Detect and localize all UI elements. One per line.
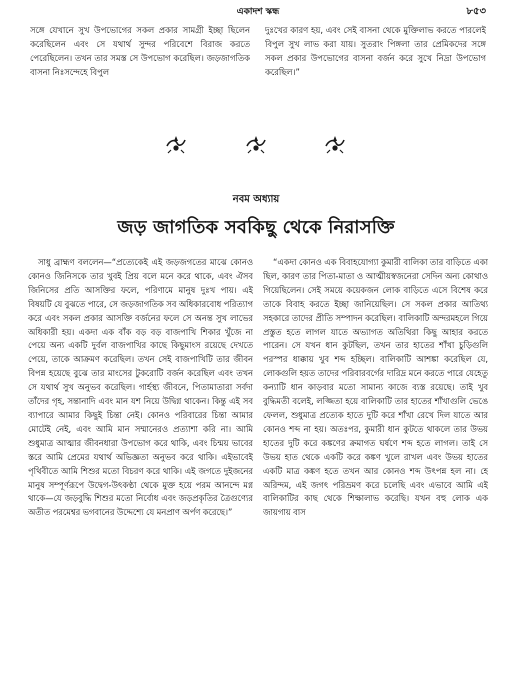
body-right-column bbox=[263, 256, 488, 676]
top-left-paragraph: সঙ্গে যেখানে সুখ উপভোগের সকল প্রকার সামগ্রী ইচ্ছা ছিলেন করেছিলেন এবং সে যথার্থ সুন্দর পরিবেশে বিরাজ করতে পেরেছিলেন। তখন তার সমস্ত সে উপভোগ করেছিল। জড়জাগতিক বাসনা নিঃসন্দেহে বিপুল bbox=[30, 25, 250, 77]
body-left-column bbox=[28, 256, 253, 676]
flourish-icon bbox=[322, 132, 348, 154]
body-left-paragraph: সাধু ব্রাহ্মণ বললেন—“প্রত্যেকেই এই জড়জগতের মাঝে কোনও কোনও জিনিসকে তার খুবই প্রিয় বলে মনে করে থাকে, এবং ঐসব জিনিসের প্রতি আসক্তির ফলে, পরিণামে মানুষ দুঃখ পায়। এই বিষয়টি যে বুঝতে পারে, সে জড়জাগতিক সব অধিকারবোধ পরিত্যাগ করে এবং সকল প্রকার আসক্তি বর্জনের ফলে সে অনন্ত সুখ লাভের অধিকারী হয়। একদা এক বাঁক বড় বড় বাজপাখি শিকার খুঁজে না পেয়ে অন্য একটি দুর্বল বাজপাখির কাছে কিছুমাংস রয়েছে দেখতে পেয়ে, তাকে আক্রমণ করেছিল। তখন সেই বাজপাখিটি তার জীবন বিপন্ন হয়েছে বুঝে তার মাংসের টুকরোটি বর্জন করেছিল এবং তখন সে যথার্থ সুখ অনুভব করেছিল। গার্হস্থ্য জীবনে, পিতামাতারা সর্বদা তাঁদের গৃহ, সন্তানাদি এবং মান যশ নিয়ে উদ্বিগ্ন থাকেন। কিন্তু এই সব ব্যাপারে আমার কিছুই চিন্তা নেই। কোনও পরিবারের চিন্তা আমার মোটেই নেই, এবং আমি মান সম্মানেরও প্রত্যাশা করি না। আমি শুধুমাত্র আত্মার জীবনধারা উপভোগ করে থাকি, এবং চিন্ময় ভাবের স্তরে আমি প্রেমের যথার্থ অভিজ্ঞতা অনুভব করে থাকি। এইভাবেই পৃথিবীতে আমি শিশুর মতো বিচরণ করে থাকি। এই জগতে দুইজনের মানুষ সম্পূর্ণরূপে উদ্বেগ-উৎকণ্ঠা থেকে মুক্ত হয়ে পরম আনন্দে মগ্ন থাকে—যে জড়বুদ্ধি শিশুর মতো নির্বোধ এবং জড়প্রকৃতির ত্রৈগুণ্যের অতীত পরমেশ্বর ভগবানের উদ্দেশ্যে যে মনপ্রাণ অর্পণ করেছে।” bbox=[28, 257, 253, 518]
running-head bbox=[30, 5, 486, 19]
section-divider bbox=[0, 132, 512, 154]
top-right-column bbox=[265, 24, 486, 94]
chapter-title: জড় জাগতিক সবকিছু থেকে নিরাসক্তি bbox=[117, 217, 395, 238]
running-title: একাদশ স্কন্ধ bbox=[236, 7, 280, 17]
chapter-label: নবম অধ্যায় bbox=[232, 194, 280, 205]
flourish-icon bbox=[243, 132, 269, 154]
page-number: ৮৫৩ bbox=[466, 6, 486, 17]
body-right-paragraph: “একদা কোনও এক বিবাহযোগ্যা কুমারী বালিকা তার বাড়িতে একা ছিল, কারণ তার পিতা-মাতা ও আত্মীয়স্বজনেরা সেদিন অন্য কোথাও গিয়েছিলেন। সেই সময়ে কয়েকজন লোক বাড়িতে এসে বিশেষ করে তাকে বিবাহ করতে ইচ্ছা জানিয়েছিল। সে সকল প্রকার আতিথ্য সহকারে তাদের প্রীতি সম্পাদন করেছিল। বালিকাটি অন্দরমহলে গিয়ে প্রস্তুত হতে লাগল যাতে অভ্যাগত অতিথিরা কিছু আহার করতে পারেন। সে যখন ধান কুটছিল, তখন তার হাতের শাঁখা চুড়িগুলি পরস্পর ধাক্কায় খুব শব্দ হচ্ছিল। বালিকাটি আশঙ্কা করেছিল যে, লোকগুলি হয়ত তাদের পরিবারবর্গের দারিদ্র মনে করতে পারে যেহেতু কন্যাটি ধান কাড়বার মতো সামান্য কাজে ব্যস্ত রয়েছে। তাই খুব বুদ্ধিমতী বলেই, লজ্জিতা হয়ে বালিকাটি তার হাতের শাঁখাগুলি ভেঙে ফেলল, শুধুমাত্র প্রত্যেক হাতে দুটি করে শাঁখা রেখে দিল যাতে আর কোনও শব্দ না হয়। অতঃপর, কুমারী ধান কুটতে থাকলে তার উভয় হাতের দুটি করে কঙ্কণের ক্রমাগত ঘর্ষণে শব্দ হতে লাগল। তাই সে উভয় হাত থেকে একটি করে কঙ্কণ খুলে রাখল এবং উভয় হাতের একটি মাত্র কঙ্কণ হতে তখন আর কোনও শব্দ উৎপন্ন হল না। হে অরিন্দম, এই জগৎ পরিভ্রমণ করে চলেছি এবং এভাবে আমি এই বালিকাটির কাছ থেকে শিক্ষালাভ করেছি। যখন বহু লোক এক জায়গায় বাস bbox=[263, 257, 488, 518]
top-left-column bbox=[30, 24, 250, 94]
top-right-paragraph: দুঃখের কারণ হয়, এবং সেই বাসনা থেকে মুক্তিলাভ করতে পারলেই বিপুল সুখ লাভ করা যায়। সুতরাং পিঙ্গলা তার প্রেমিকদের সঙ্গে সকল প্রকার উপভোগের বাসনা বর্জন করে সুখে নিদ্রা উপভোগ করেছিল।” bbox=[265, 25, 486, 77]
flourish-icon bbox=[163, 132, 189, 154]
